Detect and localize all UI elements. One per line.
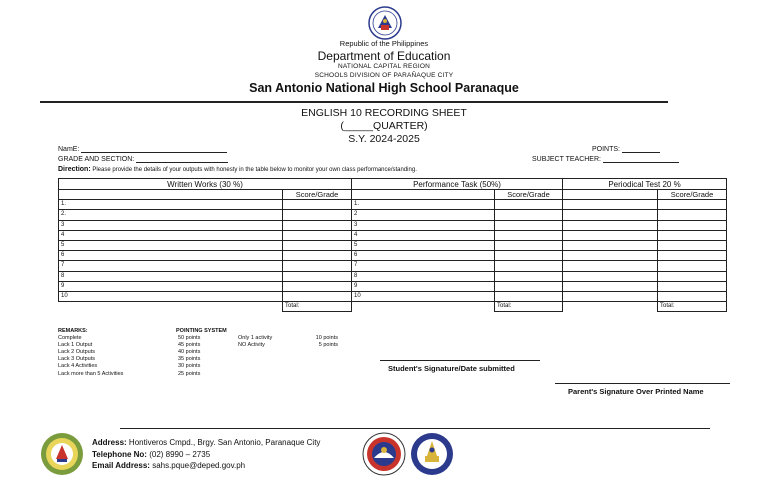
test-item-cell[interactable] [563, 210, 658, 220]
ww-item-cell: 1. [59, 200, 283, 210]
score-header-row [59, 190, 727, 200]
test-item-header [563, 190, 658, 200]
ww-item-header [59, 190, 283, 200]
test-item-cell[interactable] [563, 281, 658, 291]
email-line [92, 460, 320, 472]
remark-item: Lack 4 Activities [58, 363, 98, 370]
total-row [59, 302, 727, 312]
republic-line: Republic of the Philippines [339, 39, 429, 48]
phone-value: (02) 8990 – 2735 [149, 449, 211, 459]
performance-task-header: Performance Task (50%) [352, 179, 563, 190]
remarks-list [58, 328, 123, 378]
email-label: Email Address: [92, 461, 150, 470]
ww-total-spacer [59, 302, 283, 312]
test-item-cell[interactable] [563, 240, 658, 250]
remark-item: Lack 1 Output [58, 342, 93, 349]
pt-score-cell[interactable] [495, 230, 563, 240]
pt-item-cell: 1. [352, 200, 495, 210]
table-row [59, 261, 727, 271]
phone-label: Telephone No: [92, 449, 147, 459]
extra-point-value: 5 points [318, 342, 338, 349]
ww-score-cell[interactable] [283, 240, 352, 250]
table-row [59, 240, 727, 250]
points-label: POINTS: [592, 146, 621, 153]
test-score-cell[interactable] [658, 200, 727, 210]
address-label: Address: [92, 438, 127, 447]
school-logo-icon [40, 432, 84, 476]
pt-score-cell[interactable] [495, 281, 563, 291]
points-field[interactable] [592, 146, 660, 153]
name-line [81, 152, 227, 153]
student-signature-label: Student's Signature/Date submitted [388, 364, 515, 373]
direction [58, 166, 417, 173]
ww-item-cell: 10 [59, 291, 283, 301]
grade-section-field[interactable] [58, 156, 228, 163]
pt-total-spacer [352, 302, 495, 312]
table-row [59, 230, 727, 240]
test-score-cell[interactable] [658, 220, 727, 230]
grade-section-label: GRADE AND SECTION: [58, 156, 135, 163]
ww-item-cell: 5 [59, 240, 283, 250]
ww-score-cell[interactable] [283, 230, 352, 240]
deped-seal-icon [368, 6, 402, 40]
recording-table [58, 178, 727, 312]
pt-item-header [352, 190, 495, 200]
ww-item-cell: 2. [59, 210, 283, 220]
written-works-header: Written Works (30 %) [59, 179, 352, 190]
extra-point-label: Only 1 activity [238, 335, 273, 341]
test-score-cell[interactable] [658, 271, 727, 281]
pt-item-cell: 10 [352, 291, 495, 301]
address-value: Hontiveros Cmpd., Brgy. San Antonio, Paranaque City [128, 438, 321, 447]
ww-score-cell[interactable] [283, 220, 352, 230]
ww-total-cell[interactable]: Total: [283, 302, 352, 312]
parent-signature-label: Parent's Signature Over Printed Name [568, 387, 704, 396]
region-name: NATIONAL CAPITAL REGION [337, 63, 430, 70]
pt-item-cell: 5 [352, 240, 495, 250]
pt-item-cell: 9 [352, 281, 495, 291]
pt-score-cell[interactable] [495, 220, 563, 230]
ww-score-cell[interactable] [283, 291, 352, 301]
ww-item-cell: 4 [59, 230, 283, 240]
grade-section-line [136, 162, 228, 163]
test-score-cell[interactable] [658, 251, 727, 261]
sheet-title: ENGLISH 10 RECORDING SHEET [301, 107, 467, 119]
table-row [59, 200, 727, 210]
ww-score-cell[interactable] [283, 200, 352, 210]
parent-signature-line[interactable] [555, 383, 730, 384]
direction-label: Direction: [58, 166, 91, 173]
test-score-cell[interactable] [658, 261, 727, 271]
school-name: San Antonio National High School Paranaque [249, 81, 519, 95]
point-value: 30 points [178, 363, 201, 370]
address-line [92, 437, 320, 449]
pt-score-header: Score/Grade [495, 190, 563, 200]
ww-item-cell: 3 [59, 220, 283, 230]
pointing-system [176, 328, 227, 378]
table-row [59, 281, 727, 291]
test-item-cell[interactable] [563, 291, 658, 301]
remarks-title: REMARKS: [58, 328, 88, 334]
pointing-system-title: POINTING SYSTEM [176, 328, 227, 334]
point-value: 25 points [178, 370, 201, 377]
points-line [622, 152, 660, 153]
ww-score-cell[interactable] [283, 251, 352, 261]
extra-point-value: 10 points [315, 335, 338, 341]
pt-score-cell[interactable] [495, 271, 563, 281]
test-item-cell[interactable] [563, 230, 658, 240]
ww-score-header: Score/Grade [283, 190, 352, 200]
table-row [59, 210, 727, 220]
table-row [59, 251, 727, 261]
pt-total-cell[interactable]: Total: [495, 302, 563, 312]
direction-text: Please provide the details of your outputs with honesty in the table below to monitor your own class performance/standing. [92, 167, 417, 173]
pt-score-cell[interactable] [495, 261, 563, 271]
remark-item: Lack 3 Outputs [58, 356, 95, 363]
point-value: 35 points [178, 356, 201, 363]
point-value: 40 points [178, 349, 201, 356]
test-total-spacer [563, 302, 658, 312]
department-name: Department of Education [317, 49, 451, 63]
quarter-line: (_____QUARTER) [340, 120, 428, 132]
school-year: S.Y. 2024-2025 [348, 133, 420, 145]
footer-contact [92, 437, 320, 472]
header-divider [40, 101, 668, 103]
subject-teacher-field[interactable] [532, 156, 679, 163]
phone-line [92, 449, 320, 461]
extra-points-values [308, 335, 338, 349]
ww-item-cell: 7 [59, 261, 283, 271]
pt-score-cell[interactable] [495, 210, 563, 220]
test-score-cell[interactable] [658, 291, 727, 301]
test-score-cell[interactable] [658, 210, 727, 220]
ww-score-cell[interactable] [283, 271, 352, 281]
table-row [59, 220, 727, 230]
pt-item-cell: 6 [352, 251, 495, 261]
remark-item: Complete [58, 335, 82, 342]
pt-score-cell[interactable] [495, 240, 563, 250]
email-value: sahs.pque@deped.gov.ph [152, 461, 246, 470]
test-total-cell[interactable]: Total: [658, 302, 727, 312]
pt-item-cell: 2 [352, 210, 495, 220]
pt-item-cell: 3 [352, 220, 495, 230]
test-item-cell[interactable] [563, 220, 658, 230]
student-signature-line[interactable] [380, 360, 540, 361]
remark-item: Lack 2 Outputs [58, 349, 95, 356]
subject-teacher-line [603, 162, 679, 163]
pt-score-cell[interactable] [495, 251, 563, 261]
test-score-cell[interactable] [658, 230, 727, 240]
test-score-cell[interactable] [658, 281, 727, 291]
test-item-cell[interactable] [563, 261, 658, 271]
ww-item-cell: 6 [59, 251, 283, 261]
point-value: 50 points [178, 335, 201, 342]
test-score-header: Score/Grade [658, 190, 727, 200]
test-item-cell[interactable] [563, 251, 658, 261]
table-row [59, 291, 727, 301]
group-header-row [59, 179, 727, 190]
ww-item-cell: 8 [59, 271, 283, 281]
pt-item-cell: 8 [352, 271, 495, 281]
division-seal-icon [362, 432, 406, 476]
extra-points-labels [238, 335, 272, 349]
point-value: 45 points [178, 342, 201, 349]
footer-divider [120, 428, 710, 429]
pt-item-cell: 7 [352, 261, 495, 271]
deped-ncr-seal-icon [410, 432, 454, 476]
name-label: NamE: [58, 146, 80, 153]
ww-item-cell: 9 [59, 281, 283, 291]
ww-score-cell[interactable] [283, 210, 352, 220]
table-row [59, 271, 727, 281]
subject-teacher-label: SUBJECT TEACHER: [532, 156, 601, 163]
ww-score-cell[interactable] [283, 281, 352, 291]
test-item-cell[interactable] [563, 200, 658, 210]
pt-score-cell[interactable] [495, 200, 563, 210]
test-score-cell[interactable] [658, 240, 727, 250]
pt-item-cell: 4 [352, 230, 495, 240]
pt-score-cell[interactable] [495, 291, 563, 301]
division-name: SCHOOLS DIVISION OF PARAÑAQUE CITY [314, 72, 454, 79]
test-item-cell[interactable] [563, 271, 658, 281]
ww-score-cell[interactable] [283, 261, 352, 271]
extra-point-label: NO Activity [238, 342, 265, 349]
periodical-test-header: Periodical Test 20 % [563, 179, 727, 190]
name-field[interactable] [58, 146, 227, 153]
remark-item: Lack more than 5 Activities [58, 370, 124, 377]
